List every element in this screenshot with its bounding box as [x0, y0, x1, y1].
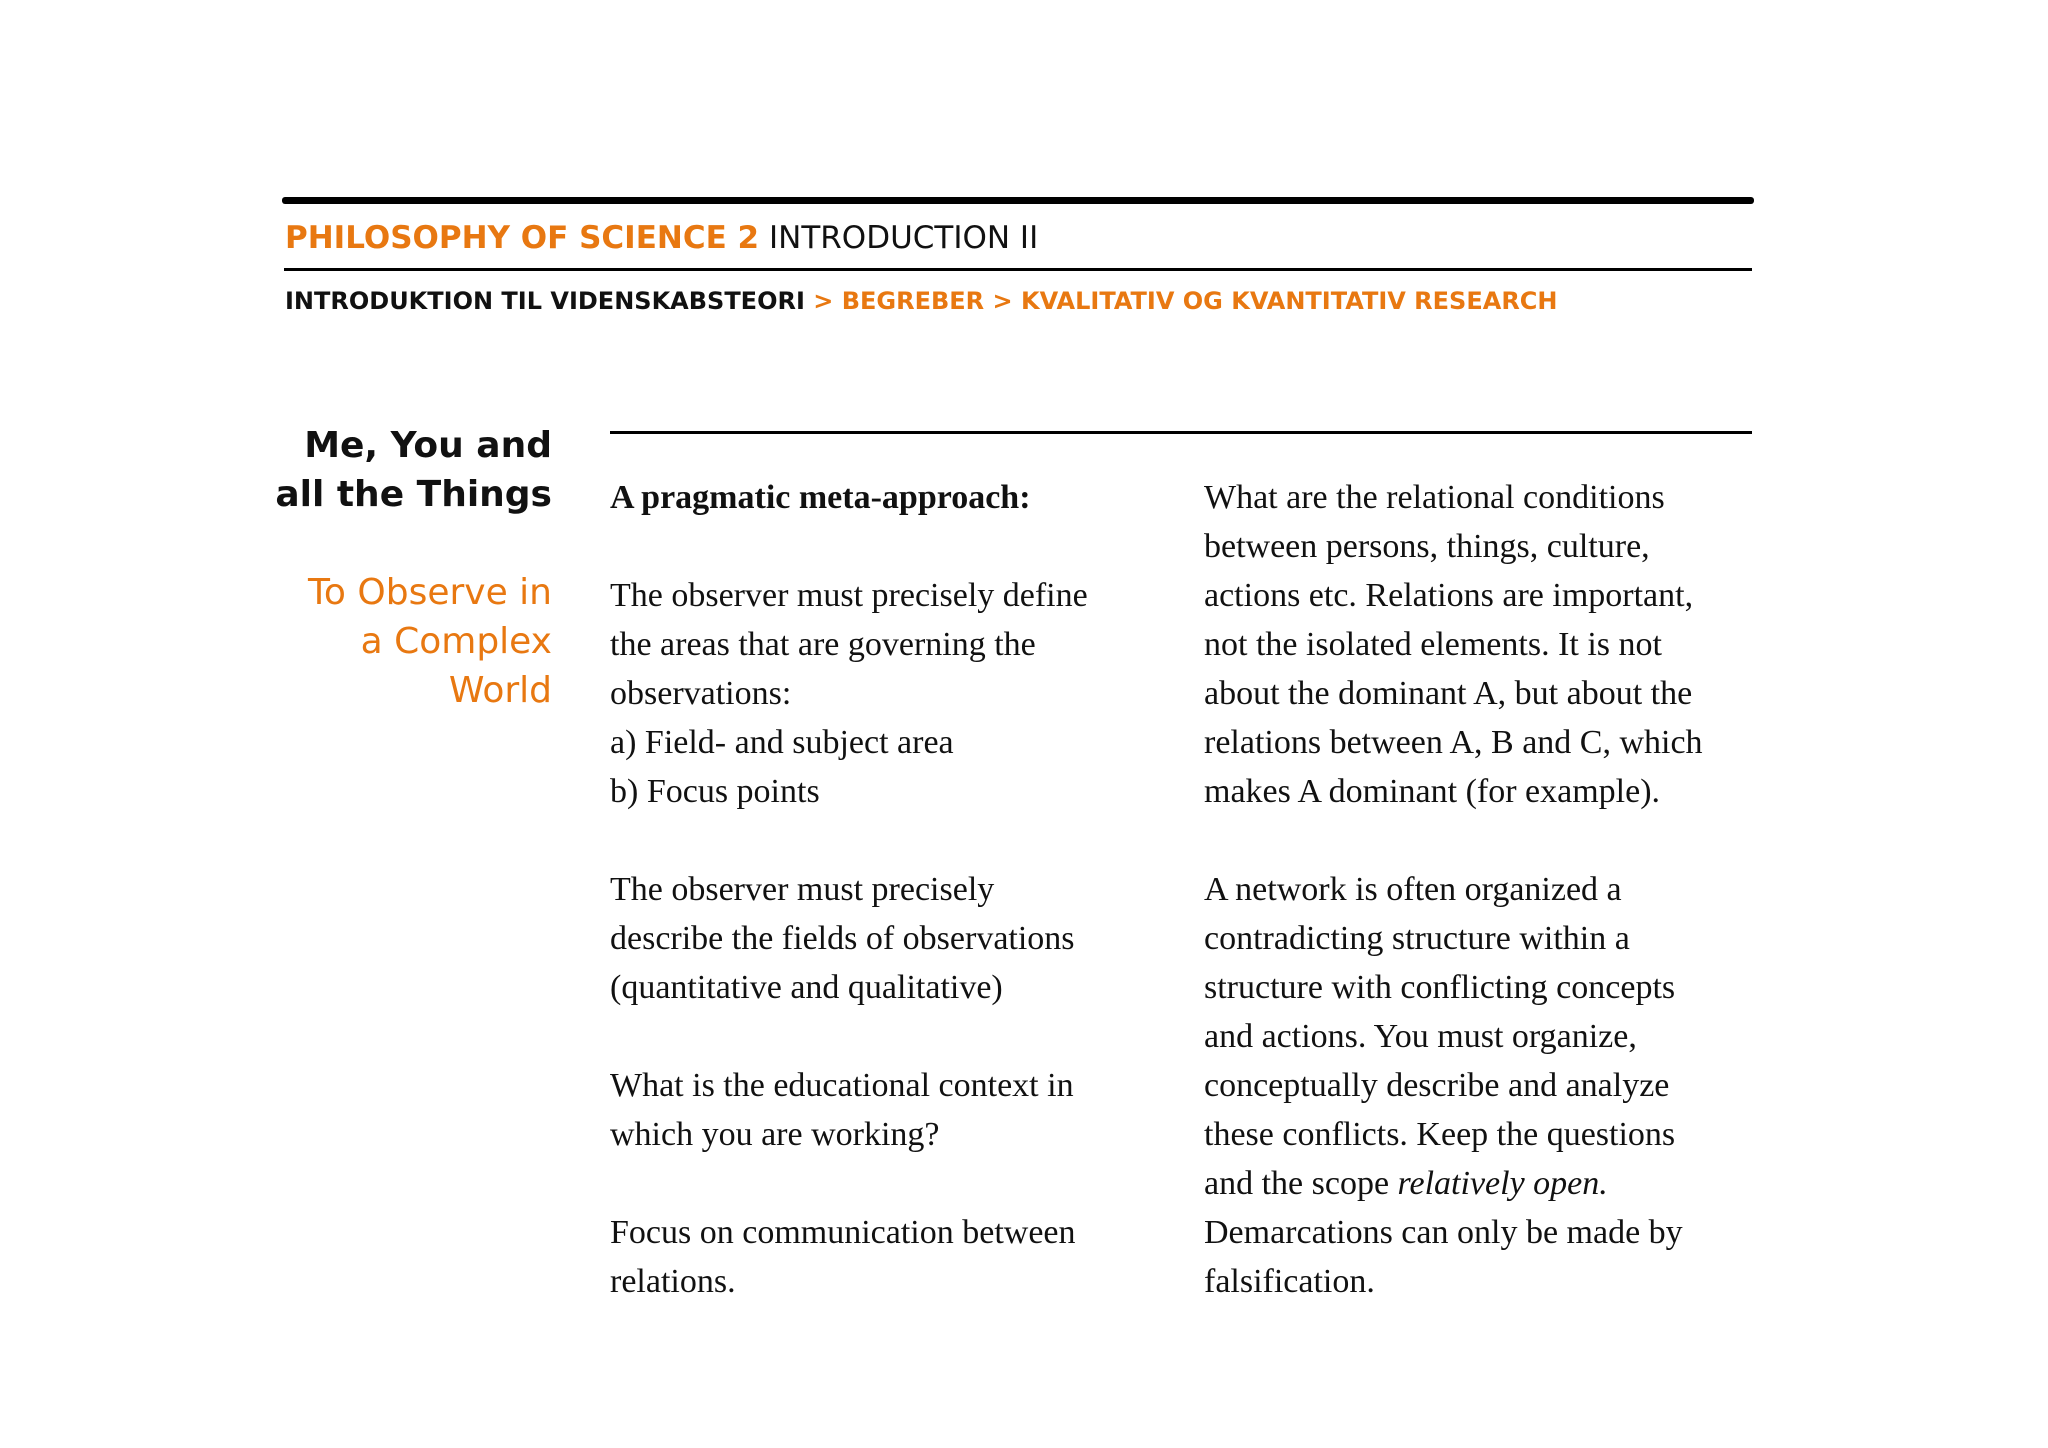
text-line: Focus on communication between — [610, 1214, 1076, 1251]
text-line: The observer must precisely — [610, 871, 995, 908]
text-line: which you are working? — [610, 1116, 940, 1153]
section-subtitle-line: To Observe in — [308, 572, 552, 613]
text-line: A network is often organized a — [1204, 871, 1622, 908]
section-title-line: Me, You and — [304, 425, 552, 466]
right-column — [1204, 473, 1769, 1306]
emphasis-text: relatively open. — [1397, 1165, 1608, 1202]
text-line: the areas that are governing the — [610, 626, 1036, 663]
text-line: relations. — [610, 1263, 736, 1300]
text-line: structure with conflicting concepts — [1204, 969, 1676, 1006]
text-line: between persons, things, culture, — [1204, 528, 1650, 565]
breadcrumb-separator: > — [813, 287, 834, 315]
text-line: makes A dominant (for example). — [1204, 773, 1661, 810]
top-rule — [282, 197, 1754, 204]
text-line: describe the fields of observations — [610, 920, 1075, 957]
slide-header — [285, 214, 1038, 262]
text-line: about the dominant A, but about the — [1204, 675, 1693, 712]
text-span: and the scope — [1204, 1165, 1398, 1202]
lecture-title: INTRODUCTION II — [769, 220, 1039, 256]
text-line: (quantitative and qualitative) — [610, 969, 1003, 1006]
text-line: not the isolated elements. It is not — [1204, 626, 1662, 663]
section-subtitle-line: a Complex — [360, 621, 552, 662]
text-line: What are the relational conditions — [1204, 479, 1665, 516]
header-rule — [284, 268, 1752, 271]
breadcrumb-root: INTRODUKTION TIL VIDENSKABSTEORI — [285, 287, 805, 315]
text-line: and actions. You must organize, — [1204, 1018, 1637, 1055]
course-title: PHILOSOPHY OF SCIENCE 2 — [285, 220, 760, 256]
text-line: Demarcations can only be made by — [1204, 1214, 1683, 1251]
section-title-line: all the Things — [275, 474, 552, 515]
content-rule — [610, 431, 1752, 434]
section-title — [240, 421, 552, 519]
text-line: these conflicts. Keep the questions — [1204, 1116, 1676, 1153]
breadcrumb-separator: > — [992, 287, 1013, 315]
left-column — [610, 473, 1170, 1306]
text-line: The observer must precisely define — [610, 577, 1088, 614]
text-line: falsification. — [1204, 1263, 1375, 1300]
breadcrumb-item-begreber: BEGREBER — [841, 287, 985, 315]
text-line: actions etc. Relations are important, — [1204, 577, 1694, 614]
list-item: a) Field- and subject area — [610, 724, 954, 761]
text-line: conceptually describe and analyze — [1204, 1067, 1670, 1104]
section-subtitle — [240, 568, 552, 715]
breadcrumb — [285, 284, 1558, 318]
text-line: What is the educational context in — [610, 1067, 1074, 1104]
left-heading: A pragmatic meta-approach: — [610, 479, 1031, 516]
text-line — [1204, 1159, 1769, 1208]
section-subtitle-line: World — [448, 670, 552, 711]
text-line: contradicting structure within a — [1204, 920, 1630, 957]
text-line: observations: — [610, 675, 792, 712]
breadcrumb-item-research: KVALITATIV OG KVANTITATIV RESEARCH — [1020, 287, 1558, 315]
list-item: b) Focus points — [610, 773, 820, 810]
text-line: relations between A, B and C, which — [1204, 724, 1703, 761]
